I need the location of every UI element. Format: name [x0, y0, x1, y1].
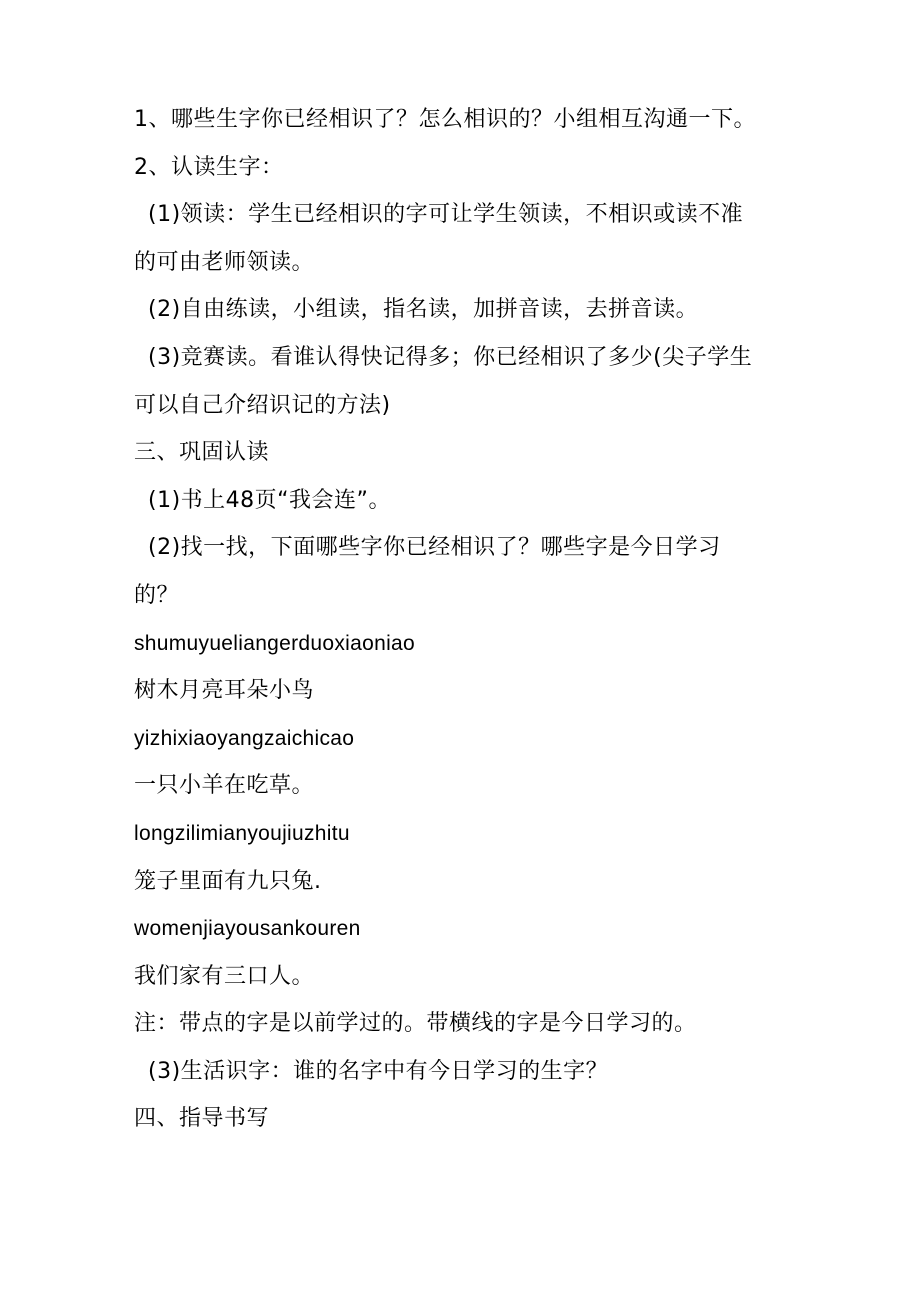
text-line: 一只小羊在吃草。	[134, 773, 315, 799]
text-line: 2、认读生字：	[134, 154, 284, 180]
text-line: (3)生活识字：谁的名字中有今日学习的生字？	[148, 1058, 609, 1084]
text-line: (1)领读：学生已经相识的字可让学生领读，不相识或读不准	[148, 202, 744, 228]
pinyin-line: longzilimianyoujiuzhitu	[134, 821, 350, 845]
text-line: (2)找一找，下面哪些字你已经相识了？哪些字是今日学习	[148, 535, 721, 561]
text-line: 我们家有三口人。	[134, 963, 315, 989]
text-line: 的？	[134, 582, 180, 608]
text-line: 四、指导书写	[134, 1106, 270, 1132]
text-line: 可以自己介绍识记的方法)	[134, 392, 391, 418]
document-body	[134, 96, 794, 1143]
pinyin-line: shumuyueliangerduoxiaoniao	[134, 631, 415, 655]
text-line: (1)书上48页“我会连”。	[148, 487, 391, 513]
text-line: 1、哪些生字你已经相识了？怎么相识的？小组相互沟通一下。	[134, 107, 756, 132]
text-line: (3)竞赛读。看谁认得快记得多；你已经相识了多少(尖子学生	[148, 344, 753, 370]
text-line: 三、巩固认读	[134, 440, 270, 466]
pinyin-line: yizhixiaoyangzaichicao	[134, 726, 355, 750]
text-line: 笼子里面有九只兔.	[134, 868, 322, 894]
text-line: (2)自由练读，小组读，指名读，加拼音读，去拼音读。	[148, 297, 699, 323]
text-line: 注：带点的字是以前学过的。带横线的字是今日学习的。	[134, 1011, 697, 1037]
text-line: 的可由老师领读。	[134, 249, 315, 275]
pinyin-line: womenjiayousankouren	[134, 917, 361, 941]
text-line: 树木月亮耳朵小鸟	[134, 678, 315, 704]
